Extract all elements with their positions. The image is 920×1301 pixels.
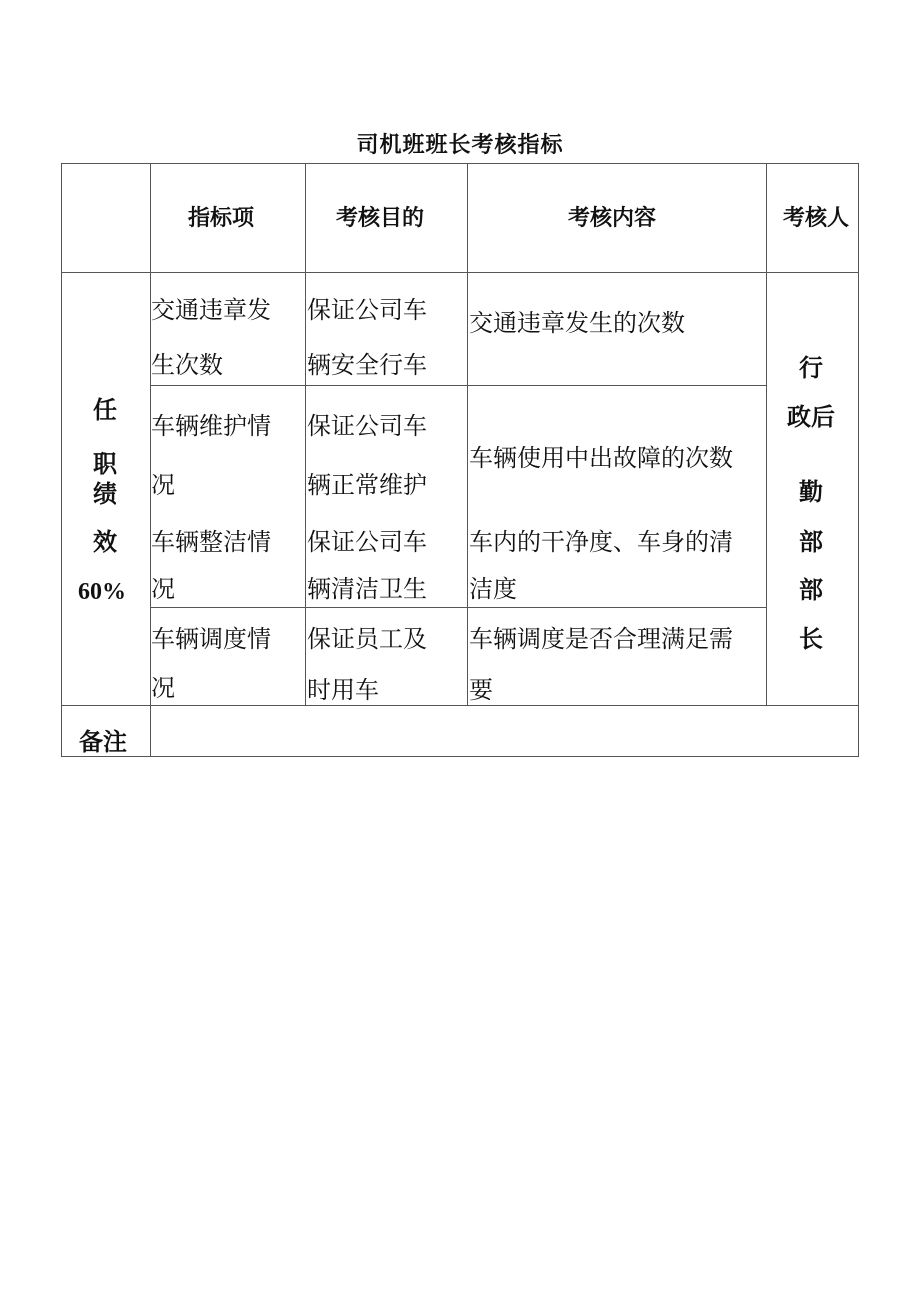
table-border-bottom xyxy=(61,756,859,757)
purpose-text: 保证公司车 xyxy=(307,528,427,556)
column-divider xyxy=(766,163,767,706)
table-border-right xyxy=(858,163,859,757)
assessor-text: 部 xyxy=(799,528,823,556)
category-char: 任 xyxy=(93,396,117,424)
content-text: 洁度 xyxy=(469,575,517,603)
purpose-text: 保证公司车 xyxy=(307,296,427,324)
content-text: 车辆调度是否合理满足需 xyxy=(469,625,733,653)
purpose-text: 保证公司车 xyxy=(307,412,427,440)
header-bottom-border xyxy=(61,272,859,273)
row-divider xyxy=(150,385,766,386)
content-text: 交通违章发生的次数 xyxy=(469,309,685,337)
table-border-left xyxy=(61,163,62,757)
header-indicator: 指标项 xyxy=(188,206,255,231)
page-title: 司机班班长考核指标 xyxy=(356,133,564,158)
row-divider xyxy=(150,607,766,608)
category-char: 绩 xyxy=(93,480,117,508)
indicator-text: 况 xyxy=(151,575,175,603)
indicator-text: 车辆调度情 xyxy=(151,625,271,653)
indicator-text: 况 xyxy=(151,674,175,702)
category-char: 效 xyxy=(93,528,117,556)
assessor-text: 部 xyxy=(799,576,823,604)
assessor-text: 行 xyxy=(799,354,823,382)
purpose-text: 保证员工及 xyxy=(307,625,427,653)
purpose-text: 辆清洁卫生 xyxy=(307,575,427,603)
indicator-text: 交通违章发 xyxy=(151,296,271,324)
category-char-clipped: 职 xyxy=(93,450,117,478)
indicator-text: 车辆维护情 xyxy=(151,412,271,440)
indicator-text: 况 xyxy=(151,471,175,499)
remarks-label: 备注 xyxy=(79,728,127,756)
category-weight: 60% xyxy=(78,579,126,605)
content-text-clipped: 车辆使用中出故障的次数 xyxy=(469,444,733,472)
purpose-text: 时用车 xyxy=(307,676,379,704)
assessor-text: 长 xyxy=(799,625,823,653)
indicator-text: 车辆整洁情 xyxy=(151,528,271,556)
column-divider xyxy=(305,163,306,706)
assessor-text: 政后 xyxy=(787,403,835,431)
indicator-text: 生次数 xyxy=(151,351,223,379)
header-assessor: 考核人 xyxy=(783,206,850,231)
purpose-text: 辆正常维护 xyxy=(307,471,427,499)
table-border-top xyxy=(61,163,859,164)
purpose-text: 辆安全行车 xyxy=(307,351,427,379)
column-divider xyxy=(467,163,468,706)
content-text: 要 xyxy=(469,676,493,704)
content-text: 车内的干净度、车身的清 xyxy=(469,528,733,556)
body-bottom-border xyxy=(61,705,859,706)
column-divider xyxy=(150,163,151,757)
header-purpose: 考核目的 xyxy=(336,206,425,231)
header-content: 考核内容 xyxy=(568,206,657,231)
assessor-text: 勤 xyxy=(799,478,823,506)
